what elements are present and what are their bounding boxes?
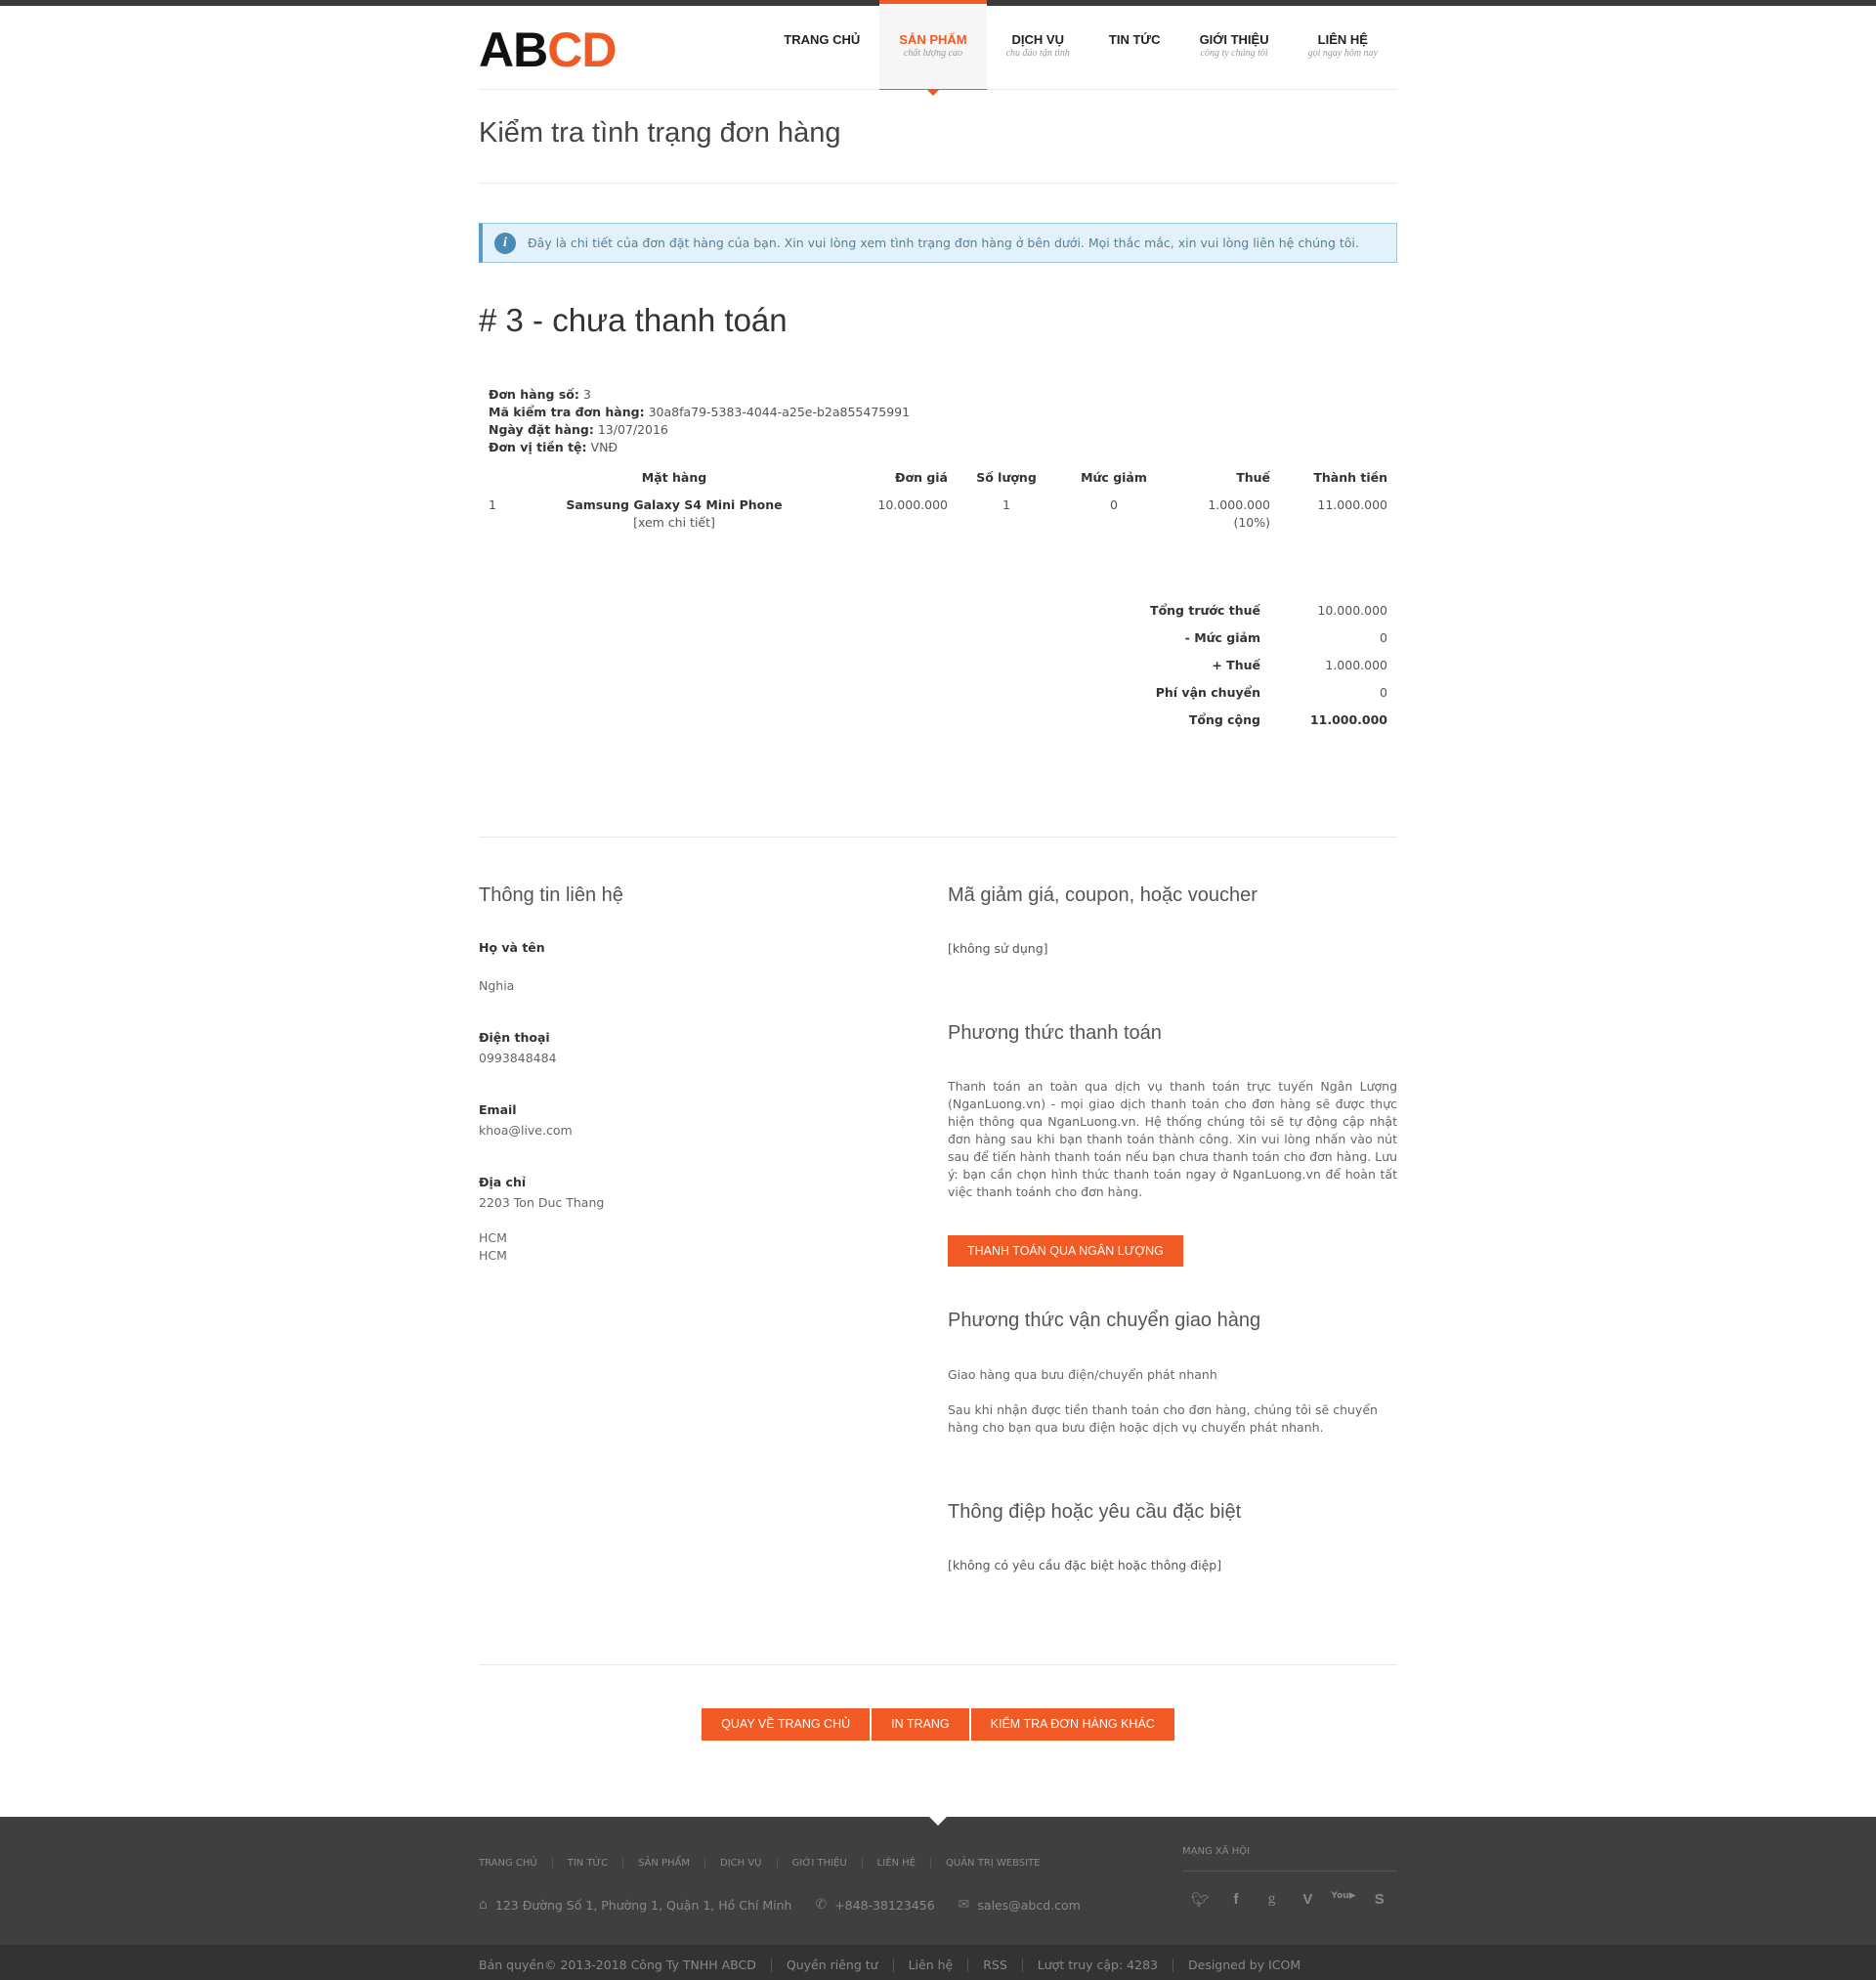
coupon-heading: Mã giảm giá, coupon, hoặc voucher bbox=[948, 884, 1258, 906]
phone-value: 0993848484 bbox=[479, 1051, 557, 1065]
order-items-table bbox=[479, 464, 1397, 538]
skype-icon[interactable]: S bbox=[1374, 1891, 1385, 1908]
table-header-row bbox=[479, 464, 1397, 491]
logo[interactable]: ABCD bbox=[479, 22, 617, 77]
contact-heading: Thông tin liên hệ bbox=[479, 884, 623, 906]
email-label: Email bbox=[479, 1102, 517, 1117]
col-tax: Thuế bbox=[1236, 470, 1270, 485]
footer-link-contact[interactable]: LIÊN HỆ bbox=[862, 1858, 930, 1869]
nav-item-home[interactable]: TRANG CHỦ bbox=[784, 32, 861, 47]
nav-item-services[interactable]: DỊCH VỤ chu đáo tận tình bbox=[1005, 32, 1070, 59]
discount-row: - Mức giảm 0 bbox=[1184, 629, 1387, 645]
mail-icon: ✉ bbox=[958, 1897, 970, 1913]
footer-link-products[interactable]: SẢN PHẨM bbox=[622, 1858, 704, 1869]
col-price: Đơn giá bbox=[895, 470, 948, 485]
copyright-bar bbox=[0, 1945, 1876, 1980]
view-detail-link[interactable]: [xem chi tiết] bbox=[633, 515, 715, 530]
pay-nganluong-button[interactable]: THANH TOÁN QUA NGÂN LƯỢNG bbox=[948, 1235, 1183, 1267]
order-currency-row: Đơn vị tiền tệ: VNĐ bbox=[489, 440, 618, 454]
message-value: [không có yêu cầu đặc biệt hoặc thông điệp] bbox=[948, 1558, 1222, 1572]
main-nav bbox=[764, 0, 1397, 90]
shipping-method: Giao hàng qua bưu điện/chuyển phát nhanh bbox=[948, 1367, 1217, 1382]
youtube-icon[interactable]: You▶ bbox=[1331, 1891, 1356, 1901]
contact-info bbox=[479, 884, 928, 1574]
col-item: Mặt hàng bbox=[641, 470, 707, 485]
coupon-value: [không sử dụng] bbox=[948, 941, 1048, 956]
footer-link-home[interactable]: TRANG CHỦ bbox=[479, 1858, 537, 1869]
shipping-heading: Phương thức vận chuyển giao hàng bbox=[948, 1310, 1261, 1331]
phone-label: Điện thoại bbox=[479, 1030, 550, 1045]
designer-credit[interactable]: Designed by ICOM bbox=[1172, 1958, 1315, 1972]
page-title: Kiểm tra tình trạng đơn hàng bbox=[479, 90, 1397, 184]
payment-heading: Phương thức thanh toán bbox=[948, 1022, 1162, 1044]
order-code-row: Mã kiểm tra đơn hàng: 30a8fa79-5383-4044-a25e-b2a855475991 bbox=[489, 405, 911, 419]
grand-total-row: Tổng cộng 11.000.000 bbox=[1188, 711, 1387, 727]
alert-text: Đây là chi tiết của đơn đặt hàng của bạn. Xin vui lòng xem tình trạng đơn hàng ở bên dưới. Mọi thắc mắc, xin vui lòng liên hệ chúng tôi. bbox=[528, 236, 1359, 250]
social-heading: MẠNG XÃ HỘI bbox=[1182, 1846, 1397, 1872]
nav-item-products[interactable]: SẢN PHẨM chất lượng cao bbox=[879, 0, 986, 90]
address-label: Địa chỉ bbox=[479, 1175, 527, 1189]
message-heading: Thông điệp hoặc yêu cầu đặc biệt bbox=[948, 1501, 1242, 1523]
footer-contact bbox=[479, 1897, 1104, 1913]
footer-nav bbox=[479, 1858, 1055, 1869]
product-name: Samsung Galaxy S4 Mini Phone bbox=[566, 497, 783, 512]
subtotal-row: Tổng trước thuế 10.000.000 bbox=[1150, 602, 1387, 618]
twitter-icon[interactable]: 🐦︎ bbox=[1190, 1891, 1210, 1909]
visit-counter: Lượt truy cập: 4283 bbox=[1022, 1958, 1172, 1972]
order-number-row: Đơn hàng số: 3 bbox=[489, 387, 591, 402]
shipping-fee-row: Phí vận chuyển 0 bbox=[1155, 684, 1387, 700]
footer-phone: +848-38123456 bbox=[834, 1897, 935, 1913]
footer-link-services[interactable]: DỊCH VỤ bbox=[704, 1858, 777, 1869]
footer-link-about[interactable]: GIỚI THIỆU bbox=[777, 1858, 862, 1869]
check-other-order-button[interactable]: KIỂM TRA ĐƠN HÀNG KHÁC bbox=[971, 1708, 1174, 1741]
privacy-link[interactable]: Quyền riêng tư bbox=[771, 1958, 893, 1972]
footer-email[interactable]: sales@abcd.com bbox=[977, 1897, 1081, 1913]
nav-item-news[interactable]: TIN TỨC bbox=[1108, 32, 1161, 47]
facebook-icon[interactable]: f bbox=[1233, 1891, 1239, 1908]
info-alert bbox=[479, 223, 1397, 263]
vimeo-icon[interactable]: V bbox=[1302, 1891, 1313, 1908]
order-date-row: Ngày đặt hàng: 13/07/2016 bbox=[489, 422, 668, 437]
city-value: HCM bbox=[479, 1230, 507, 1245]
info-icon: i bbox=[494, 233, 516, 254]
order-title: # 3 - chưa thanh toán bbox=[479, 302, 788, 338]
col-total: Thành tiền bbox=[1313, 470, 1387, 485]
order-extra-info bbox=[948, 884, 1397, 1574]
address-value: 2203 Ton Duc Thang bbox=[479, 1195, 605, 1210]
name-label: Họ và tên bbox=[479, 940, 545, 955]
google-plus-icon[interactable]: g bbox=[1267, 1891, 1276, 1907]
social-icons bbox=[1182, 1891, 1397, 1909]
footer-link-news[interactable]: TIN TỨC bbox=[552, 1858, 622, 1869]
footer-link-admin[interactable]: QUẢN TRỊ WEBSITE bbox=[930, 1858, 1055, 1869]
shipping-description: Sau khi nhận được tiền thanh toán cho đơn hàng, chúng tôi sẽ chuyển hàng cho bạn qua bưu điện hoặc dịch vụ chuyển phát nhanh. bbox=[948, 1402, 1378, 1435]
action-buttons bbox=[479, 1665, 1397, 1741]
print-page-button[interactable]: IN TRANG bbox=[872, 1708, 969, 1741]
province-value: HCM bbox=[479, 1248, 507, 1263]
rss-link[interactable]: RSS bbox=[967, 1958, 1022, 1972]
nav-item-contact[interactable]: LIÊN HỆ gọi ngay hôm nay bbox=[1307, 32, 1378, 59]
table-row: 1 Samsung Galaxy S4 Mini Phone [xem chi tiết] 10.000.000 1 0 1.000.000 (10%) 11.000.000 bbox=[489, 497, 1387, 530]
phone-icon: ✆ bbox=[815, 1897, 828, 1913]
nav-item-about[interactable]: GIỚI THIỆU công ty chúng tôi bbox=[1199, 32, 1269, 59]
footer bbox=[0, 1817, 1876, 1945]
tax-row: + Thuế 1.000.000 bbox=[1212, 657, 1387, 672]
order-totals bbox=[1124, 596, 1397, 733]
back-home-button[interactable]: QUAY VỀ TRANG CHỦ bbox=[702, 1708, 870, 1741]
details-columns bbox=[479, 838, 1397, 1574]
name-value: Nghia bbox=[479, 978, 515, 993]
contact-link[interactable]: Liên hệ bbox=[893, 1958, 968, 1972]
col-discount: Mức giảm bbox=[1081, 470, 1147, 485]
footer-address: 123 Đường Số 1, Phường 1, Quận 1, Hồ Chí Minh bbox=[494, 1897, 792, 1913]
order-meta bbox=[479, 386, 1397, 456]
header bbox=[479, 6, 1397, 90]
copyright-text: Bản quyền© 2013-2018 Công Ty TNHH ABCD bbox=[479, 1958, 756, 1972]
email-value: khoa@live.com bbox=[479, 1123, 573, 1138]
col-qty: Số lượng bbox=[976, 470, 1037, 485]
home-icon: ⌂ bbox=[479, 1897, 488, 1913]
payment-description: Thanh toán an toàn qua dịch vụ thanh toán trực tuyến Ngân Lượng (NganLuong.vn) - mọi giao dịch thanh toán cho đơn hàng sẽ được thực hiện thông qua NganLuong.vn. Hệ thống chúng tôi sẽ tự động cập nhật đơn hàng sau khi bạn thanh toán thành công. Xin vui lòng nhấn vào nút sau để tiến hành thanh toán nếu bạn chưa thanh toán cho đơn hàng. Lưu ý: bạn cần chọn hình thức thanh toán ngay ở NganLuong.vn để hoàn tất việc thanh toánh cho đơn hàng. bbox=[948, 1079, 1397, 1199]
social-section bbox=[1182, 1846, 1397, 1909]
